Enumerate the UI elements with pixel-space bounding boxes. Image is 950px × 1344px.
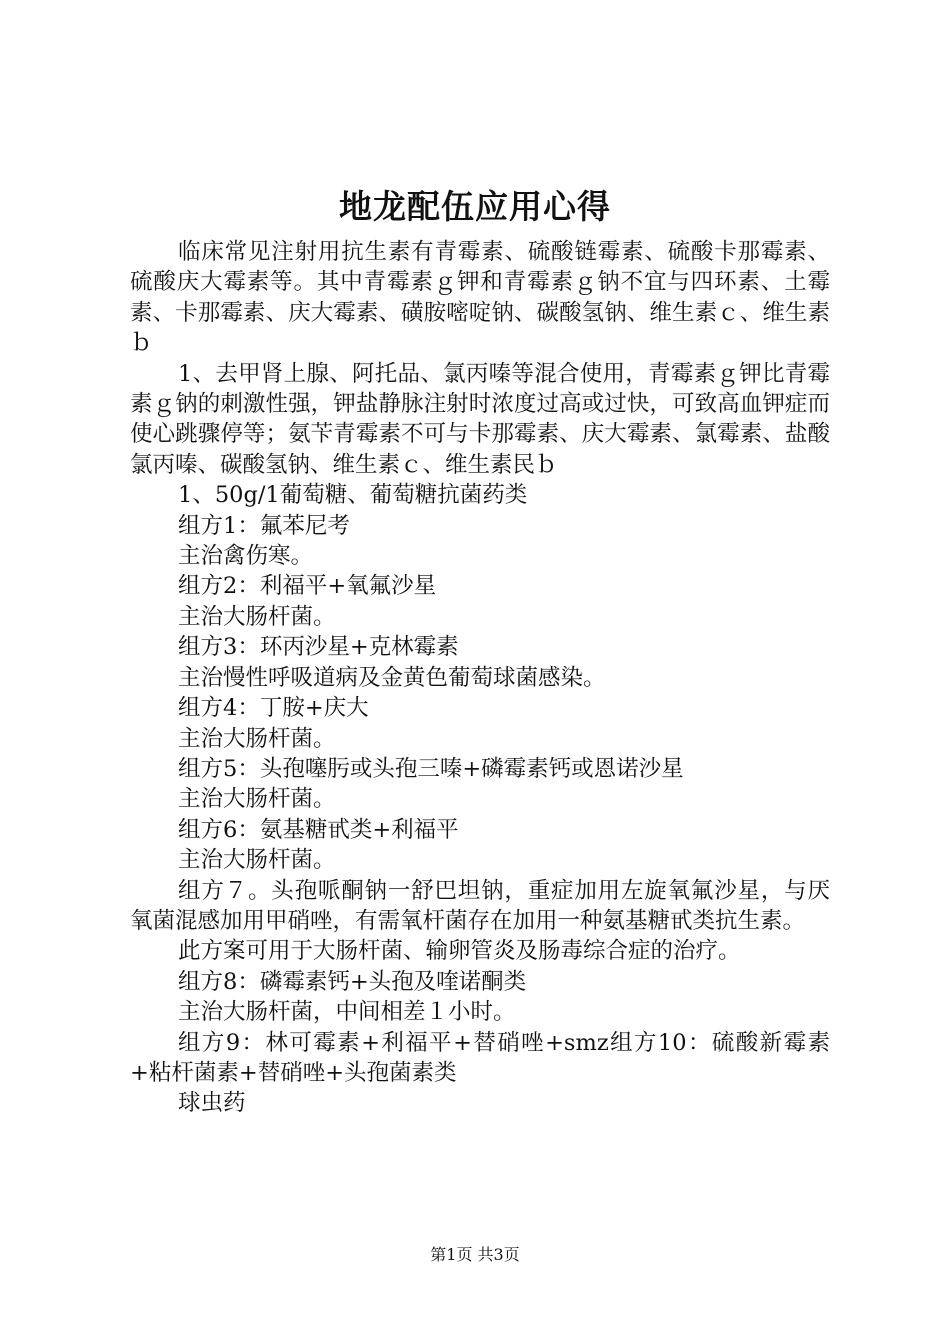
document-body (130, 237, 830, 1119)
paragraph: 组方4：丁胺+庆大 (178, 695, 369, 722)
paragraph: 主治大肠杆菌。 (178, 847, 336, 874)
document-title: 地龙配伍应用心得 (339, 187, 611, 226)
paragraph: 组方1：氟苯尼考 (178, 512, 350, 539)
paragraph: 组方3：环丙沙星+克林霉素 (178, 634, 459, 661)
paragraph: 主治大肠杆菌。 (178, 786, 336, 813)
paragraph: 临床常见注射用抗生素有青霉素、硫酸链霉素、硫酸卡那霉素、硫酸庆大霉素等。其中青霉素ｇ钾和青霉素ｇ钠不宜与四环素、土霉素、卡那霉素、庆大霉素、磺胺嘧啶钠、碳酸氢钠、维生素ｃ、维生素ｂ (130, 239, 830, 357)
page-number-footer: 第1页 共3页 (430, 1245, 520, 1264)
paragraph: 组方5：头孢噻肟或头孢三嗪+磷霉素钙或恩诺沙星 (178, 755, 684, 782)
paragraph: 组方７。头孢哌酮钠一舒巴坦钠，重症加用左旋氧氟沙星，与厌氧菌混感加用甲硝唑，有需氧杆菌存在加用一种氨基糖甙类抗生素。 (130, 877, 830, 934)
paragraph: 组方6：氨基糖甙类+利福平 (178, 816, 459, 843)
paragraph: 主治大肠杆菌。 (178, 603, 336, 630)
paragraph: 主治禽伤寒。 (178, 543, 314, 570)
paragraph: 球虫药 (178, 1090, 246, 1117)
paragraph: 主治大肠杆菌。 (178, 725, 336, 752)
paragraph: 此方案可用于大肠杆菌、输卵管炎及肠毒综合症的治疗。 (178, 938, 741, 965)
paragraph: 组方9：林可霉素+利福平+替硝唑+smz组方10：硫酸新霉素+粘杆菌素+替硝唑+头孢菌素类 (130, 1029, 830, 1086)
paragraph: 主治大肠杆菌，中间相差１小时。 (178, 999, 516, 1026)
paragraph: 1、去甲肾上腺、阿托品、氯丙嗪等混合使用，青霉素ｇ钾比青霉素ｇ钠的刺激性强，钾盐静脉注射时浓度过高或过快，可致高血钾症而使心跳骤停等；氨苄青霉素不可与卡那霉素、庆大霉素、氯霉素、盐酸氯丙嗪、碳酸氢钠、维生素ｃ、维生素民ｂ (130, 360, 830, 478)
paragraph: 组方2：利福平+氧氟沙星 (178, 573, 437, 600)
paragraph: 组方8：磷霉素钙+头孢及喹诺酮类 (178, 968, 527, 995)
paragraph: 主治慢性呼吸道病及金黄色葡萄球菌感染。 (178, 664, 606, 691)
paragraph: 1、50g/1葡萄糖、葡萄糖抗菌药类 (178, 482, 528, 509)
